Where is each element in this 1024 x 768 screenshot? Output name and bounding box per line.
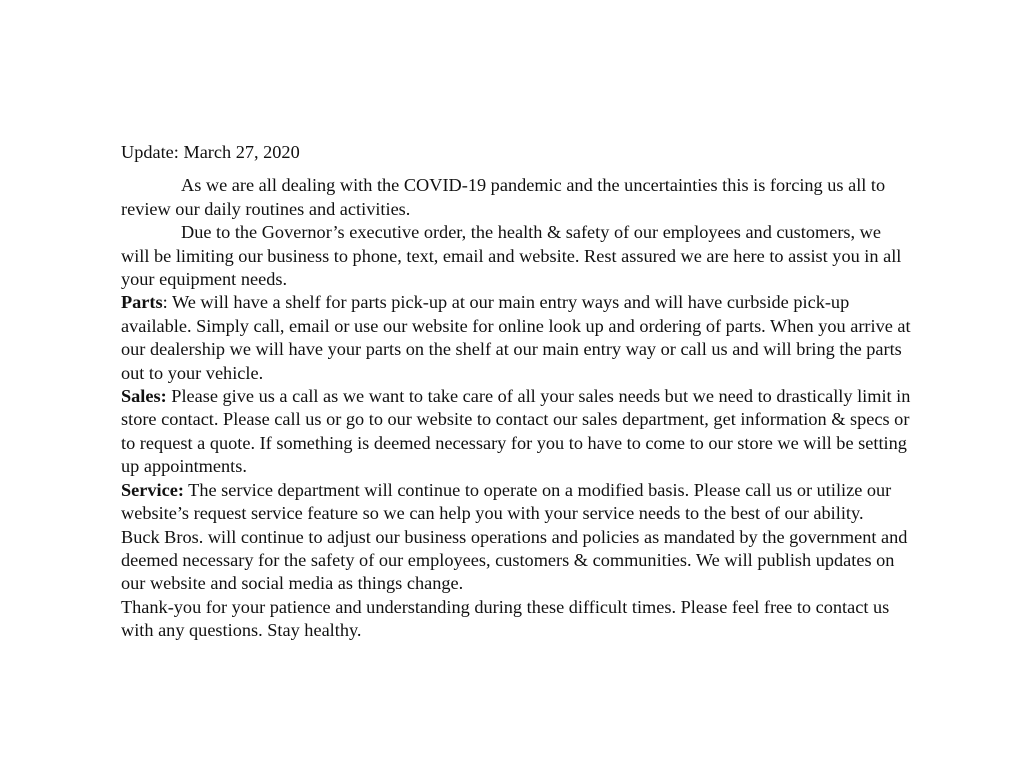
executive-order-paragraph: Due to the Governor’s executive order, the health & safety of our employees and customers, we will be limiting our business to phone, text, email and website. Rest assured we are here to assist you in all your equipment needs. (121, 222, 902, 290)
intro-paragraph: As we are all dealing with the COVID-19 pandemic and the uncertainties this is forcing us all to review our daily routines and activities. (121, 175, 886, 219)
service-heading: Service: (121, 479, 184, 500)
parts-paragraph (121, 291, 911, 385)
sales-paragraph (121, 385, 911, 479)
service-text: The service department will continue to operate on a modified basis. Please call us or utilize our website’s request service feature so we can help you with your service needs to the best of our ability. (121, 479, 892, 524)
closing-paragraph: Thank-you for your patience and understanding during these difficult times. Please feel free to contact us with any questions. Stay healthy. (121, 596, 890, 641)
parts-text: : We will have a shelf for parts pick-up at our main entry ways and will have curbside pick-up available. Simply call, email or use our website for online look up and ordering of parts. When you arrive at our dealership we will have your parts on the shelf at our main entry way or call us and will bring the parts out to your vehicle. (121, 292, 911, 383)
notice-document (121, 141, 911, 643)
sales-heading: Sales: (121, 386, 167, 407)
update-date: Update: March 27, 2020 (121, 142, 300, 162)
operations-paragraph: Buck Bros. will continue to adjust our business operations and policies as mandated by the government and deemed necessary for the safety of our employees, customers & communities. We will publish updates on our website and social media as things change. (121, 526, 908, 594)
parts-heading: Parts (121, 292, 163, 313)
sales-text: Please give us a call as we want to take care of all your sales needs but we need to drastically limit in store contact. Please call us or go to our website to contact our sales department, get information & specs or to request a quote. If something is deemed necessary for you to have to come to our store we will be setting up appointments. (121, 386, 911, 477)
service-paragraph (121, 479, 911, 526)
